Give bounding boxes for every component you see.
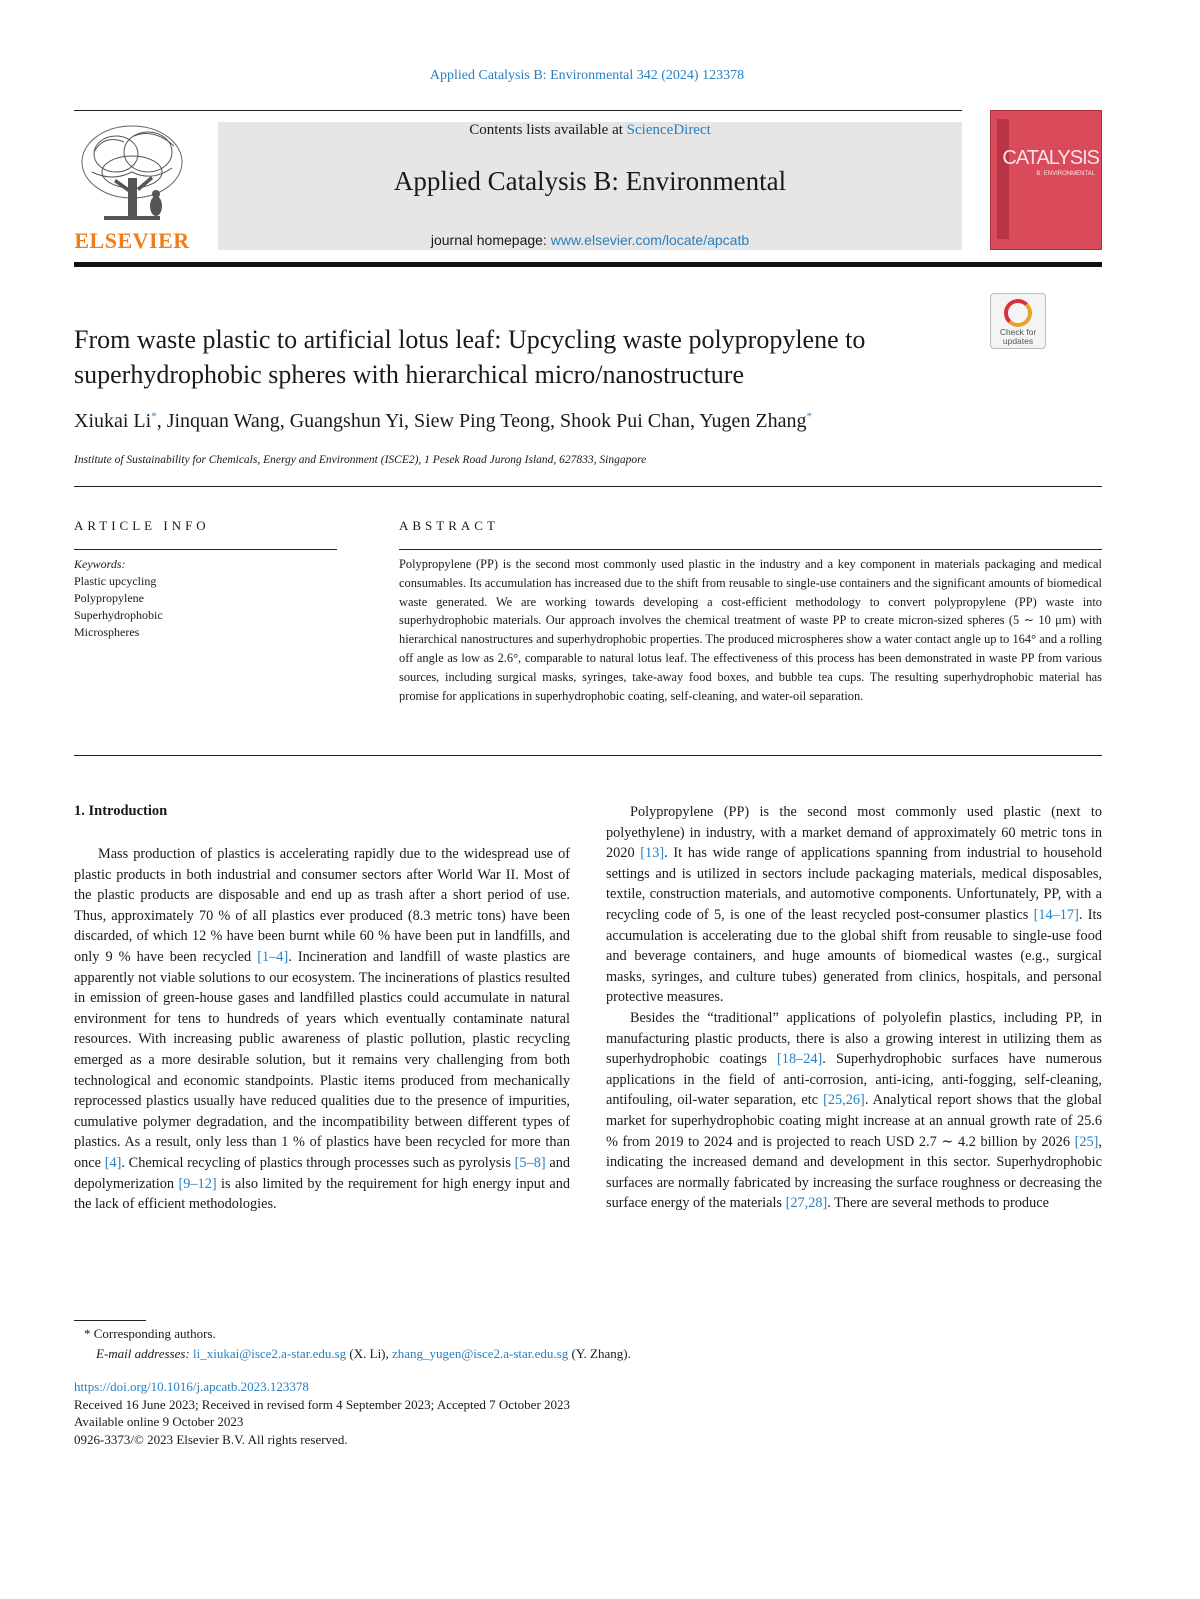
citation-link[interactable]: [25]	[1074, 1133, 1099, 1150]
text-run: . There are several methods to produce	[827, 1195, 1049, 1212]
citation-link[interactable]: [1–4]	[257, 948, 289, 965]
history-dates: Received 16 June 2023; Received in revised form 4 September 2023; Accepted 7 October 2023	[74, 1396, 571, 1412]
footnote	[84, 1324, 631, 1364]
keywords-block	[74, 556, 163, 641]
header-thick-rule	[74, 262, 1102, 267]
doi-link[interactable]: https://doi.org/10.1016/j.apcatb.2023.123378	[74, 1379, 309, 1394]
email-link-li[interactable]: li_xiukai@isce2.a-star.edu.sg	[193, 1346, 347, 1361]
body-column-left	[74, 844, 570, 1215]
check-for-updates-button[interactable]	[990, 293, 1046, 349]
text-run: . Chemical recycling of plastics through processes such as pyrolysis	[121, 1154, 515, 1171]
check-for-updates-label: Check for updates	[999, 327, 1037, 346]
text-run: is also limited by the requirement for high energy input and the lack of efficient methodologies.	[74, 1175, 570, 1213]
elsevier-wordmark: ELSEVIER	[74, 228, 190, 253]
intro-paragraph-2	[606, 802, 1102, 1008]
text-run: . Its accumulation is accelerating due to the global shift from reusable to single-use food and beverage containers, and huge amounts of biomedical wastes (e.g., surgical masks, syringes, and culture tubes) generated from clinics, hospitals, and personal protective measures.	[606, 906, 1102, 1006]
keyword: Plastic upcycling	[74, 574, 157, 588]
text-run: Besides the “traditional” applications of polyolefin plastics, including PP, in manufacturing plastic products, there is also a growing interest in utilizing them as superhydrophobic coatings	[606, 1009, 1102, 1068]
citation-link[interactable]: [4]	[104, 1154, 122, 1171]
text-run: Polypropylene (PP) is the second most commonly used plastic (next to polyethylene) in industry, with a market demand of approximately 60 metric tons in 2020	[606, 804, 1102, 862]
citation-link[interactable]: [25,26]	[823, 1092, 865, 1109]
text-run: . Incineration and landfill of waste plastics are apparently not viable solutions to our ecosystem. The incinerations of plastics resulted in emission of green-house gases and landfilled plastics could accumulate in natural environment for tens to hundreds of years which eventually contaminate natural resources. With increasing public awareness of plastic pollution, plastic recycling emerged as a more desirable solution, but it remains very challenging from both technological and economic standpoints. Plastic items produced from mechanically reprocessed plastics usually have reduced qualities due to the presence of impurities, cumulative polymer degradation, and the incompatibility between different types of plastics. As a result, only less than 1 % of plastics have been recycled for more than once	[74, 948, 570, 1171]
abstract-heading: ABSTRACT	[399, 518, 499, 533]
journal-homepage-link[interactable]: www.elsevier.com/locate/apcatb	[550, 232, 750, 248]
author-rest: , Jinquan Wang, Guangshun Yi, Siew Ping Teong, Shook Pui Chan, Yugen Zhang	[156, 410, 807, 432]
text-run: Mass production of plastics is accelerating rapidly due to the widespread use of plastic products in both industrial and consumer sectors after World War II. Most of the plastic products are disposable and end up as trash after a short period of use. Thus, approximately 70 % of all plastics ever produced (8.3 metric tons) have been discarded, of which 12 % have been burnt while 60 % have been put in landfills, and only 9 % have been recycled	[74, 846, 570, 965]
corresponding-mark-1[interactable]: *	[151, 410, 157, 423]
elsevier-logo[interactable]	[74, 122, 190, 254]
keyword: Polypropylene	[74, 591, 144, 605]
keyword: Microspheres	[74, 625, 140, 639]
available-online: Available online 9 October 2023	[74, 1414, 244, 1429]
article-info-rule	[74, 549, 337, 550]
keywords-label: Keywords:	[74, 557, 126, 571]
elsevier-tree-icon	[74, 122, 190, 226]
corresponding-mark-2[interactable]: *	[806, 410, 812, 423]
abstract-rule	[399, 549, 1102, 550]
homepage-line	[218, 232, 962, 248]
copyright: 0926-3373/© 2023 Elsevier B.V. All rights reserved.	[74, 1431, 348, 1447]
text-run: and depolymerization	[74, 1154, 570, 1192]
journal-cover[interactable]	[990, 110, 1102, 250]
paper-title: From waste plastic to artificial lotus leaf: Upcycling waste polypropylene to superhydrophobic spheres with hierarchical micro/nanostructure	[74, 325, 866, 389]
sciencedirect-link[interactable]: ScienceDirect	[626, 122, 711, 138]
text-run: . Superhydrophobic surfaces have numerous applications in the field of anti-corrosion, anti-icing, anti-fogging, self-cleaning, antifouling, oil-water separation, etc	[606, 1051, 1102, 1109]
abstract-bottom-rule	[74, 755, 1102, 756]
article-meta	[74, 1378, 570, 1448]
footnote-rule	[74, 1320, 146, 1321]
affiliation: Institute of Sustainability for Chemicals, Energy and Environment (ISCE2), 1 Pesek Road Jurong Island, 627833, Singapore	[74, 454, 647, 466]
citation-link[interactable]: [14–17]	[1033, 906, 1079, 923]
email-line	[84, 1344, 631, 1364]
author-list	[74, 410, 1074, 433]
homepage-prefix: journal homepage:	[430, 232, 551, 248]
journal-title: Applied Catalysis B: Environmental	[393, 166, 787, 196]
cover-subtitle: B: ENVIRONMENTAL	[1036, 171, 1095, 177]
citation-link[interactable]: [13]	[640, 845, 665, 862]
journal-reference-link[interactable]: Applied Catalysis B: Environmental 342 (2024) 123378	[429, 68, 745, 83]
corresponding-authors-note: * Corresponding authors.	[84, 1326, 216, 1341]
body-column-right	[606, 802, 1102, 1214]
citation-link[interactable]: [5–8]	[514, 1154, 546, 1171]
contents-line	[218, 122, 962, 139]
abstract-text: Polypropylene (PP) is the second most commonly used plastic in the industry and a key component in materials packaging and medical consumables. Its accumulation has increased due to the shift from reusable to single-use containers and the significant amounts of biomedical waste generated. We are working towards developing a cost-efficient methodology to convert polypropylene (PP) waste into superhydrophobic materials. Our approach involves the chemical treatment of waste PP to create micron-sized spheres (5 ∼ 10 μm) with hierarchical nanostructures and superhydrophobic properties. The produced microspheres show a water contact angle up to 164° and a rolling off angle as low as 2.6°, comparable to natural lotus leaf. The effectiveness of this process has been demonstrated in waste PP from various sources, including surgical masks, syringes, take-away food boxes, and bubble tea cups. The resulting superhydrophobic material has promise for applications in superhydrophobic coating, self-cleaning, and water-oil separation.	[399, 557, 1102, 703]
header-rule	[74, 110, 962, 111]
article-info-heading: ARTICLE INFO	[74, 518, 210, 533]
text-run: . Analytical report shows that the global market for superhydrophobic coating might increase at an annual growth rate of 25.6 % from 2019 to 2024 and is projected to reach USD 2.7 ∼ 4.2 billion by 2026	[606, 1092, 1103, 1150]
text-run: , indicating the increased demand and development in this sector. Superhydrophobic surfaces are normally fabricated by increasing the surface roughness or decreasing the surface energy of the materials	[606, 1133, 1102, 1212]
intro-paragraph-3	[606, 1008, 1102, 1214]
contents-prefix: Contents lists available at	[469, 122, 627, 138]
email-name-li: (X. Li),	[346, 1346, 393, 1361]
text-run: . It has wide range of applications spanning from industrial to household settings and is utilized in sectors include packaging materials, medical disposables, textile, construction materials, and automotive components. Unfortunately, PP, with a recycling code of 5, is one of the least recycled post-consumer plastics	[606, 845, 1102, 923]
author-first[interactable]: Xiukai Li	[74, 410, 152, 432]
cover-strip	[997, 119, 1009, 239]
citation-link[interactable]: [9–12]	[178, 1175, 217, 1192]
citation-link[interactable]: [27,28]	[785, 1195, 828, 1212]
email-label: E-mail addresses:	[96, 1346, 190, 1361]
email-name-zhang: (Y. Zhang).	[568, 1346, 631, 1361]
cover-title: CATALYSIS	[1002, 147, 1099, 169]
keyword: Superhydrophobic	[74, 608, 163, 622]
introduction-heading: 1. Introduction	[74, 803, 168, 819]
intro-paragraph-1	[74, 844, 570, 1215]
citation-link[interactable]: [18–24]	[777, 1051, 823, 1068]
check-for-updates-icon	[1004, 299, 1032, 327]
journal-header-box	[218, 122, 962, 250]
title-rule	[74, 486, 1102, 487]
email-link-zhang[interactable]: zhang_yugen@isce2.a-star.edu.sg	[392, 1346, 569, 1361]
